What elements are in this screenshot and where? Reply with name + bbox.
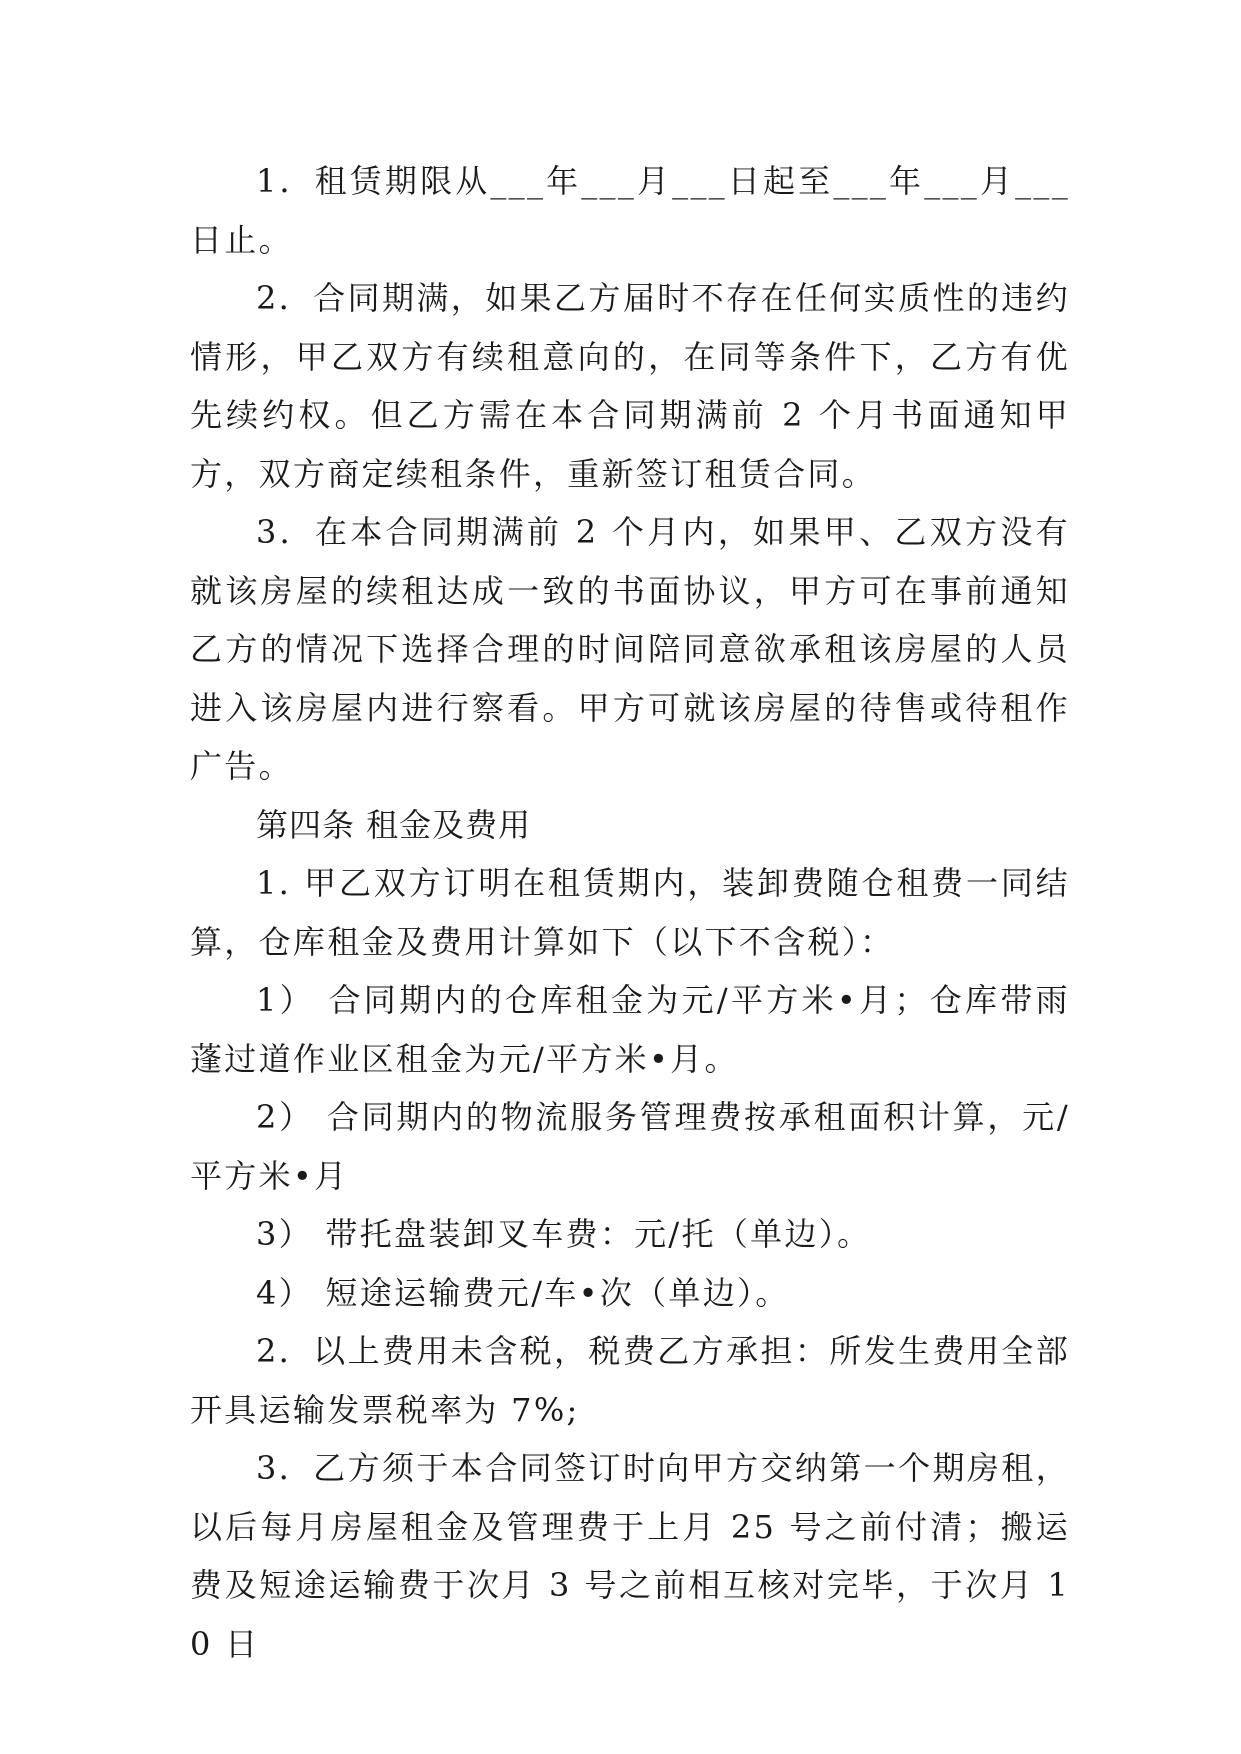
paragraph-fee-settlement: 1. 甲乙双方订明在租赁期内，装卸费随仓租费一同结算，仓库租金及费用计算如下（以下不含税）： [190, 864, 1070, 961]
paragraph-lease-term: 1．租赁期限从___年___月___日起至___年___月___日止。 [190, 162, 1070, 259]
paragraph-tax: 2．以上费用未含税，税费乙方承担：所发生费用全部开具运输发票税率为 7%; [190, 1332, 1070, 1429]
paragraph-forklift-fee: 3） 带托盘装卸叉车费：元/托（单边）。 [256, 1215, 872, 1253]
paragraph-payment-schedule: 3．乙方须于本合同签订时向甲方交纳第一个期房租，以后每月房屋租金及管理费于上月 25 号之前付清；搬运费及短途运输费于次月 3 号之前相互核对完毕，于次月 10 日 [190, 1449, 1070, 1663]
paragraph-inspection: 3．在本合同期满前 2 个月内，如果甲、乙双方没有就该房屋的续租达成一致的书面协议，甲方可在事前通知乙方的情况下选择合理的时间陪同意欲承租该房屋的人员进入该房屋内进行察看。甲方可就该房屋的待售或待租作广告。 [190, 513, 1070, 785]
paragraph-management-fee: 2） 合同期内的物流服务管理费按承租面积计算，元/平方米•月 [190, 1098, 1070, 1195]
document-body [190, 152, 1070, 1673]
paragraph-warehouse-rent: 1） 合同期内的仓库租金为元/平方米•月；仓库带雨蓬过道作业区租金为元/平方米•月。 [190, 981, 1070, 1078]
paragraph-renewal-right: 2．合同期满，如果乙方届时不存在任何实质性的违约情形，甲乙双方有续租意向的，在同等条件下，乙方有优先续约权。但乙方需在本合同期满前 2 个月书面通知甲方，双方商定续租条件，重新签订租赁合同。 [190, 279, 1070, 493]
section-heading-rent-fees: 第四条 租金及费用 [256, 805, 532, 844]
paragraph-transport-fee: 4） 短途运输费元/车•次（单边）。 [256, 1273, 790, 1312]
